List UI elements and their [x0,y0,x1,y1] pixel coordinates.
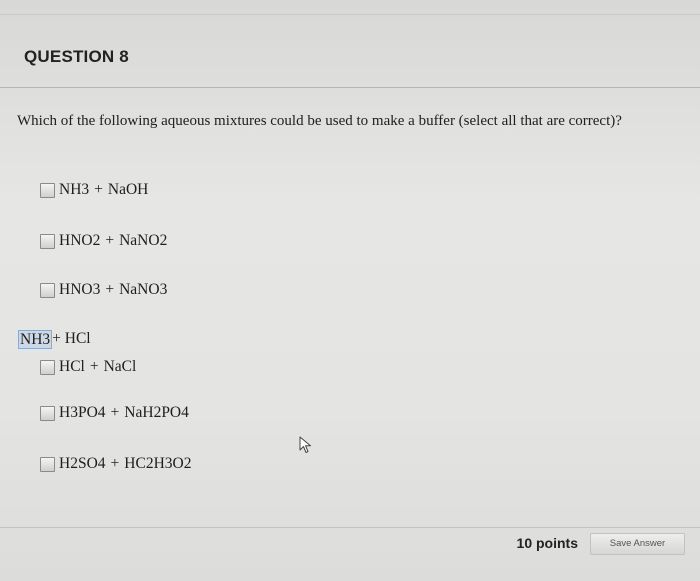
option-hcl-nacl[interactable] [40,357,136,377]
text-selection-highlight: NH3 [20,330,51,348]
option-h2so4-hc2h3o2[interactable] [40,454,191,474]
checkbox[interactable] [40,283,55,298]
option-hno3-nano3[interactable] [40,280,167,300]
footer-divider [0,527,700,528]
checkbox[interactable] [40,360,55,375]
option-nh3-hcl-text: NH3 + HCl [20,330,91,348]
title-divider [0,87,700,88]
option-label: H3PO4 + NaH2PO4 [59,404,189,421]
option-label: NH3 + NaOH [59,181,149,198]
option-label: H2SO4 + HC2H3O2 [59,455,192,472]
header-divider [0,14,700,15]
checkbox[interactable] [40,406,55,421]
checkbox[interactable] [40,183,55,198]
save-answer-button[interactable]: Save Answer [590,533,685,555]
checkbox[interactable] [40,457,55,472]
mouse-pointer-icon [299,436,313,454]
option-label: HNO3 + NaNO3 [59,281,168,298]
option-label: HCl + NaCl [59,358,137,375]
option-h3po4-nah2po4[interactable] [40,403,189,423]
points-label: 10 points [516,535,578,551]
option-nh3-naoh[interactable] [40,180,148,200]
checkbox[interactable] [40,234,55,249]
question-text: Which of the following aqueous mixtures could be used to make a buffer (select all that are correct)? [17,113,622,129]
option-label: HNO2 + NaNO2 [59,232,168,249]
option-hno2-nano2[interactable] [40,231,167,251]
question-title: QUESTION 8 [24,47,129,66]
